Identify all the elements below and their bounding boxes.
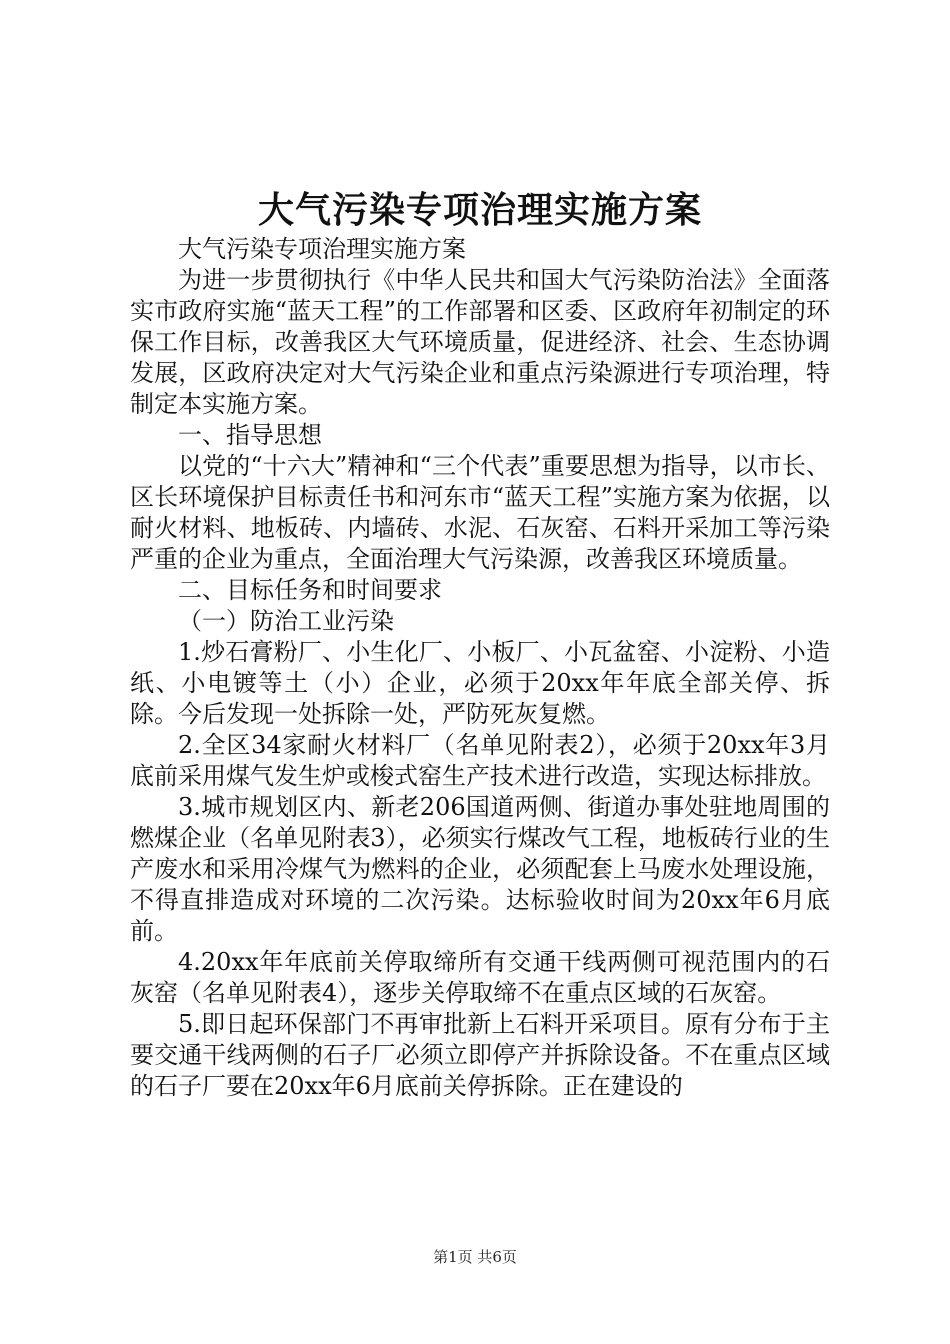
paragraph-item-5: 5.即日起环保部门不再审批新上石料开采项目。原有分布于主要交通干线两侧的石子厂必须立即停产并拆除设备。不在重点区域的石子厂要在20xx年6月底前关停拆除。正在建设的 [130,1010,830,1100]
section-heading-guiding-ideology: 一、指导思想 [178,421,322,449]
section-heading-targets: 二、目标任务和时间要求 [178,576,442,604]
paragraph-subtitle: 大气污染专项治理实施方案 [178,235,466,263]
paragraph-item-1: 1.炒石膏粉厂、小生化厂、小板厂、小瓦盆窑、小淀粉、小造纸、小电镀等土（小）企业，必须于20xx年年底全部关停、拆除。今后发现一处拆除一处，严防死灰复燃。 [130,638,830,728]
paragraph-item-2: 2.全区34家耐火材料厂（名单见附表2），必须于20xx年3月底前采用煤气发生炉或梭式窑生产技术进行改造，实现达标排放。 [130,731,830,790]
subsection-heading-industrial-pollution: （一）防治工业污染 [178,607,394,635]
paragraph-intro: 为进一步贯彻执行《中华人民共和国大气污染防治法》全面落实市政府实施“蓝天工程”的工作部署和区委、区政府年初制定的环保工作目标，改善我区大气环境质量，促进经济、社会、生态协调发展，区政府决定对大气污染企业和重点污染源进行专项治理，特制定本实施方案。 [130,266,830,418]
document-page [130,0,830,1344]
page-footer: 第1页 共6页 [433,1248,517,1266]
document-title: 大气污染专项治理实施方案 [257,189,702,231]
paragraph-guiding-ideology: 以党的“十六大”精神和“三个代表”重要思想为指导，以市长、区长环境保护目标责任书和河东市“蓝天工程”实施方案为依据，以耐火材料、地板砖、内墙砖、水泥、石灰窑、石料开采加工等污染严重的企业为重点，全面治理大气污染源，改善我区环境质量。 [130,452,830,573]
document-body [130,234,830,1102]
paragraph-item-3: 3.城市规划区内、新老206国道两侧、街道办事处驻地周围的燃煤企业（名单见附表3），必须实行煤改气工程，地板砖行业的生产废水和采用冷煤气为燃料的企业，必须配套上马废水处理设施，不得直排造成对环境的二次污染。达标验收时间为20xx年6月底前。 [130,793,830,945]
paragraph-item-4: 4.20xx年年底前关停取缔所有交通干线两侧可视范围内的石灰窑（名单见附表4），逐步关停取缔不在重点区域的石灰窑。 [130,948,830,1007]
